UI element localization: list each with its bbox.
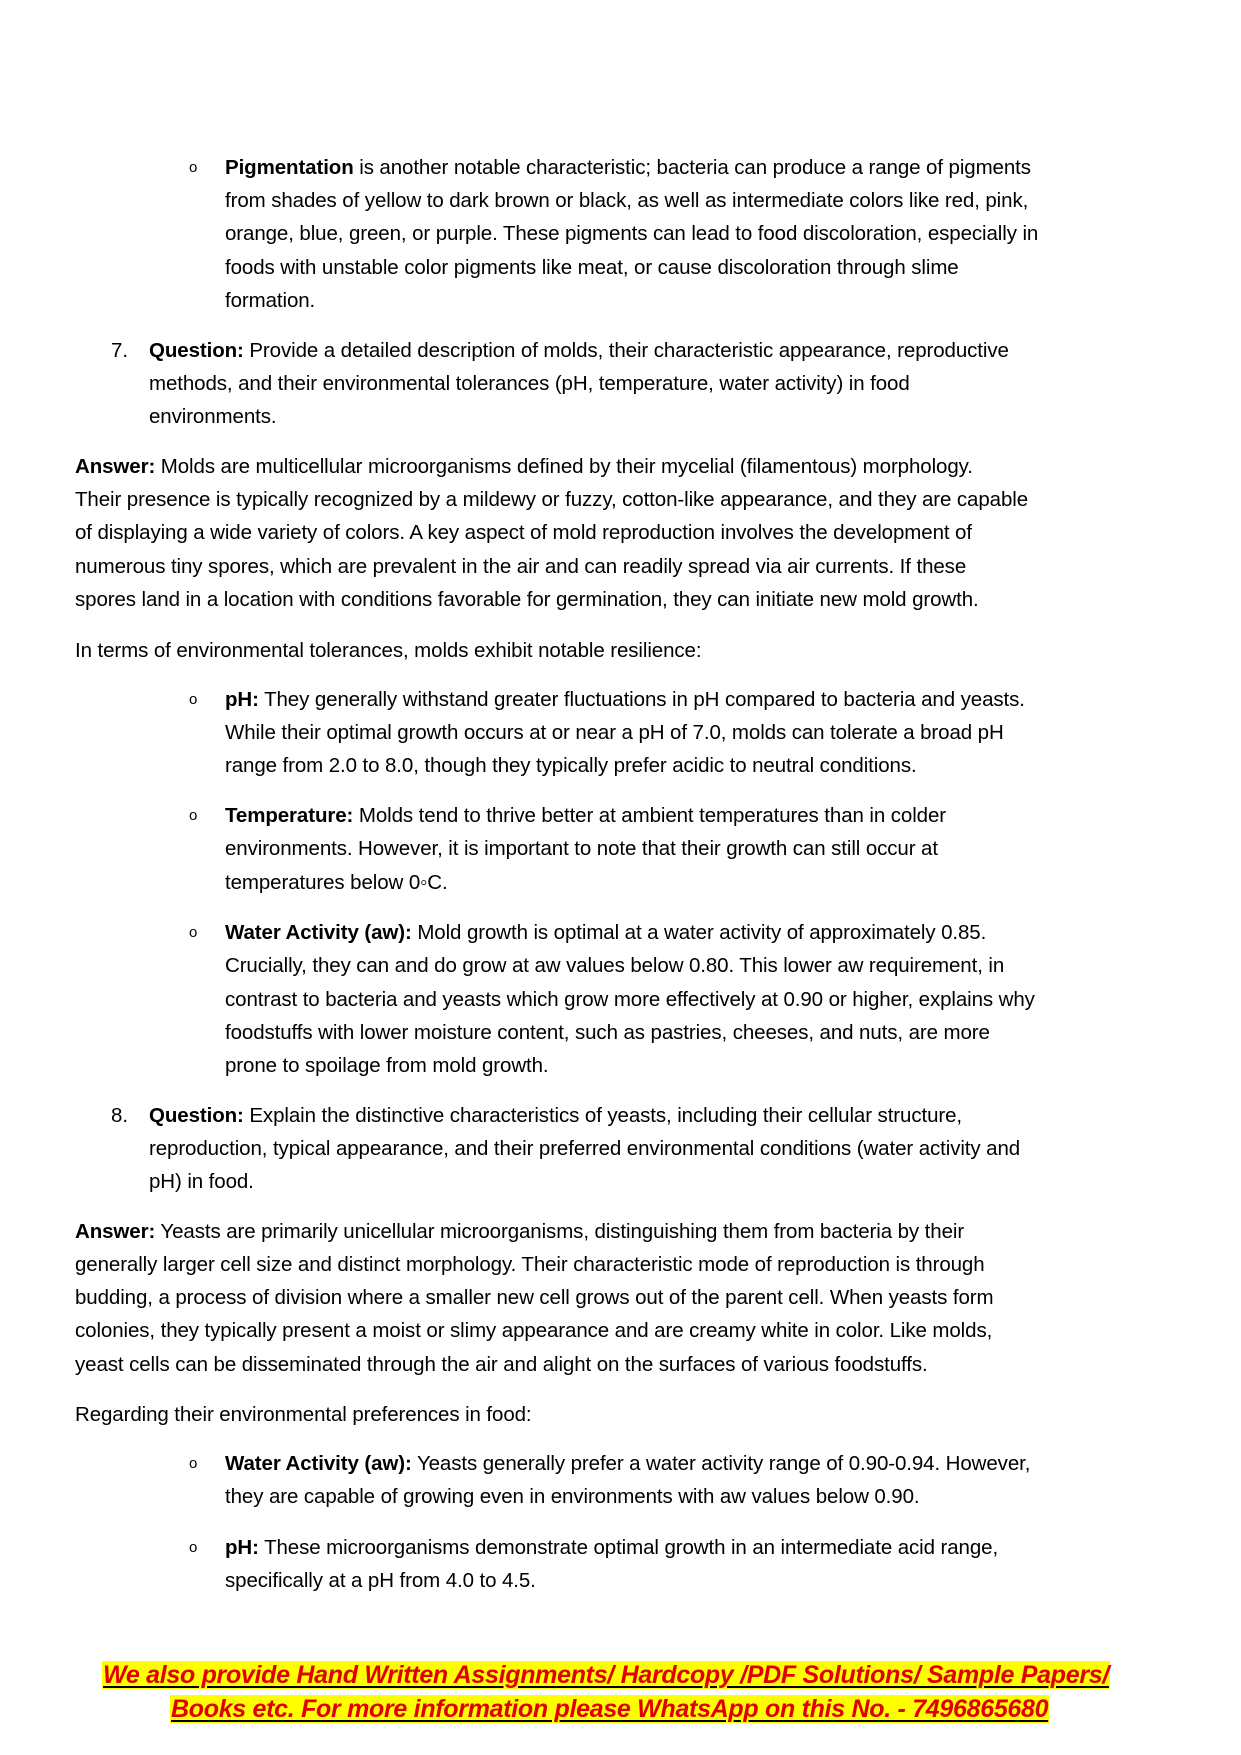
bullet-marker: o (189, 1455, 198, 1472)
ph-label: pH: (225, 688, 259, 711)
q8-line-2: reproduction, typical appearance, and their preferred environmental conditions (water activity and (149, 1137, 1021, 1160)
answer-label: Answer: (75, 1220, 156, 1243)
a8-line-2: generally larger cell size and distinct morphology. Their characteristic mode of reproduction is through (75, 1253, 985, 1276)
question-number: 8. (111, 1104, 129, 1127)
question-label: Question: (149, 339, 244, 362)
pigmentation-line-2: from shades of yellow to dark brown or black, as well as intermediate colors like red, pink, (225, 189, 1029, 212)
a8-line-1: Answer: Yeasts are primarily unicellular microorganisms, distinguishing them from bacteria by their (75, 1220, 965, 1243)
a8-line-4: colonies, they typically present a moist or slimy appearance and are creamy white in color. Like molds, (75, 1319, 993, 1342)
q7-line-3: environments. (149, 405, 277, 428)
footer-ad-line-1: We also provide Hand Written Assignments/ Hardcopy /PDF Solutions/ Sample Papers/ (103, 1661, 1110, 1689)
mold-aw-line-2: Crucially, they can and do grow at aw values below 0.80. This lower aw requirement, in (225, 954, 1005, 977)
answer-label: Answer: (75, 455, 156, 478)
q8-line-3: pH) in food. (149, 1170, 254, 1193)
mold-aw-line-1: Water Activity (aw): Mold growth is optimal at a water activity of approximately 0.85. (225, 921, 987, 944)
temperature-label: Temperature: (225, 804, 354, 827)
mold-ph-line-2: While their optimal growth occurs at or near a pH of 7.0, molds can tolerate a broad pH (225, 721, 1004, 744)
q7-line-1: Question: Provide a detailed description of molds, their characteristic appearance, reproductive (149, 339, 1009, 362)
ph-label: pH: (225, 1536, 259, 1559)
q7-line-2: methods, and their environmental tolerances (pH, temperature, water activity) in food (149, 372, 910, 395)
mold-temp-line-1: Temperature: Molds tend to thrive better at ambient temperatures than in colder (225, 804, 946, 827)
a7-line-2: Their presence is typically recognized by a mildewy or fuzzy, cotton-like appearance, and they are capable (75, 488, 1029, 511)
water-activity-label: Water Activity (aw): (225, 1452, 412, 1475)
mold-aw-line-3: contrast to bacteria and yeasts which grow more effectively at 0.90 or higher, explains why (225, 988, 1035, 1011)
q8-line-1: Question: Explain the distinctive characteristics of yeasts, including their cellular structure, (149, 1104, 962, 1127)
yeast-ph-line-1: pH: These microorganisms demonstrate optimal growth in an intermediate acid range, (225, 1536, 999, 1559)
bullet-marker: o (189, 807, 198, 824)
a8-line-3: budding, a process of division where a smaller new cell grows out of the parent cell. When yeasts form (75, 1286, 994, 1309)
yeast-ph-line-2: specifically at a pH from 4.0 to 4.5. (225, 1569, 536, 1592)
mold-ph-line-1: pH: They generally withstand greater fluctuations in pH compared to bacteria and yeasts. (225, 688, 1025, 711)
a8-intro: Regarding their environmental preferences in food: (75, 1403, 532, 1426)
mold-temp-line-2: environments. However, it is important to note that their growth can still occur at (225, 837, 938, 860)
a7-intro: In terms of environmental tolerances, molds exhibit notable resilience: (75, 639, 702, 662)
yeast-aw-line-1: Water Activity (aw): Yeasts generally prefer a water activity range of 0.90-0.94. However, (225, 1452, 1031, 1475)
bullet-marker: o (189, 159, 198, 176)
pigmentation-line-3: orange, blue, green, or purple. These pigments can lead to food discoloration, especially in (225, 222, 1039, 245)
mold-aw-line-5: prone to spoilage from mold growth. (225, 1054, 549, 1077)
question-number: 7. (111, 339, 129, 362)
mold-temp-line-3: temperatures below 0◦C. (225, 871, 448, 894)
pigmentation-line-1: Pigmentation is another notable characteristic; bacteria can produce a range of pigments (225, 156, 1031, 179)
pigmentation-label: Pigmentation (225, 156, 354, 179)
question-label: Question: (149, 1104, 244, 1127)
a8-line-5: yeast cells can be disseminated through the air and alight on the surfaces of various foodstuffs. (75, 1353, 928, 1376)
mold-ph-line-3: range from 2.0 to 8.0, though they typically prefer acidic to neutral conditions. (225, 754, 917, 777)
mold-aw-line-4: foodstuffs with lower moisture content, such as pastries, cheeses, and nuts, are more (225, 1021, 990, 1044)
bullet-marker: o (189, 924, 198, 941)
pigmentation-line-5: formation. (225, 289, 316, 312)
pigmentation-line-4: foods with unstable color pigments like meat, or cause discoloration through slime (225, 256, 959, 279)
footer-ad-line-2: Books etc. For more information please WhatsApp on this No. - 7496865680 (171, 1695, 1049, 1723)
water-activity-label: Water Activity (aw): (225, 921, 412, 944)
bullet-marker: o (189, 691, 198, 708)
a7-line-1: Answer: Molds are multicellular microorganisms defined by their mycelial (filamentous) morphology. (75, 455, 973, 478)
yeast-aw-line-2: they are capable of growing even in environments with aw values below 0.90. (225, 1485, 920, 1508)
a7-line-4: numerous tiny spores, which are prevalent in the air and can readily spread via air currents. If these (75, 555, 967, 578)
a7-line-5: spores land in a location with conditions favorable for germination, they can initiate new mold growth. (75, 588, 979, 611)
a7-line-3: of displaying a wide variety of colors. A key aspect of mold reproduction involves the development of (75, 521, 972, 544)
bullet-marker: o (189, 1539, 198, 1556)
